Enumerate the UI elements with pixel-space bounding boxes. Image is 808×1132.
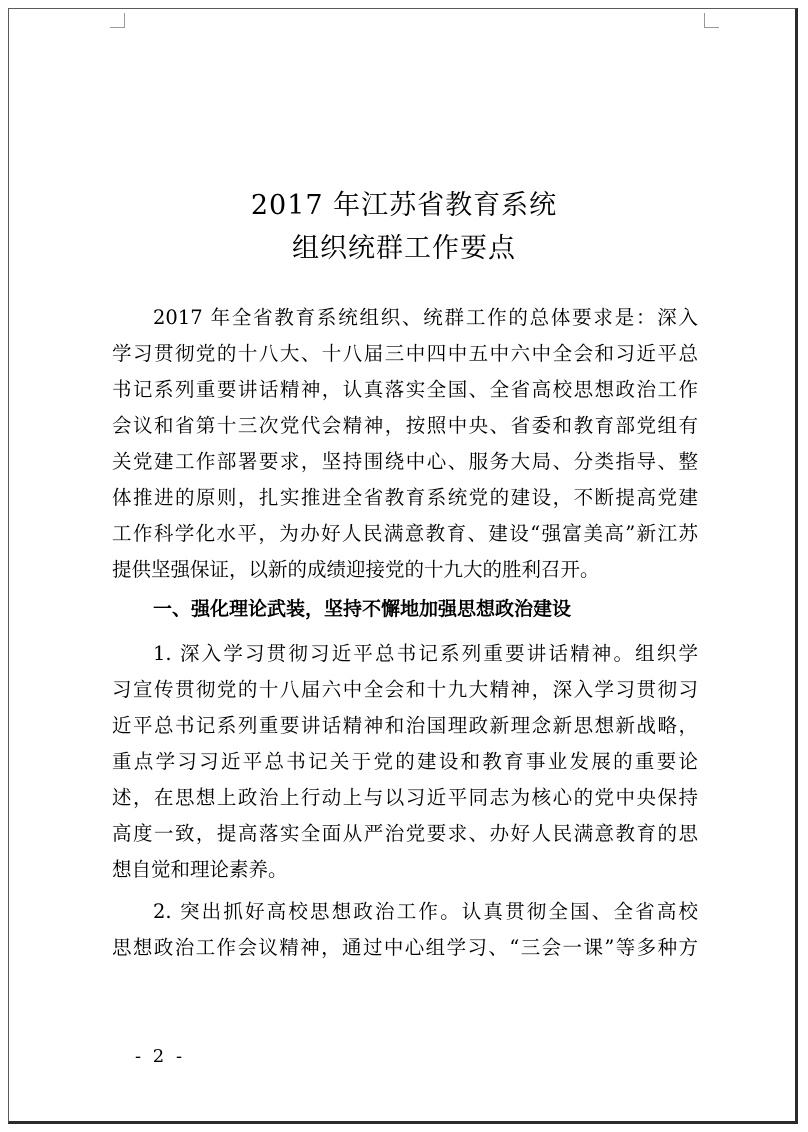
intro-line: 体推进的原则，扎实推进全省教育系统党的建设，不断提高党建 <box>112 486 698 509</box>
item1-line: 1. 深入学习贯彻习近平总书记系列重要讲话精神。组织学 <box>153 642 698 665</box>
intro-line: 提供坚强保证，以新的成绩迎接党的十九大的胜利召开。 <box>112 558 600 581</box>
document-title-line1: 2017 年江苏省教育系统 <box>250 190 558 221</box>
item1-line: 述，在思想上政治上行动上与以习近平同志为核心的党中央保持 <box>112 786 698 809</box>
intro-line: 工作科学化水平，为办好人民满意教育、建设“强富美高”新江苏 <box>112 522 698 545</box>
item1-line: 习宣传贯彻党的十八届六中全会和十九大精神，深入学习贯彻习 <box>112 678 698 701</box>
item2-line: 2. 突出抓好高校思想政治工作。认真贯彻全国、全省高校 <box>153 900 698 923</box>
intro-line: 学习贯彻党的十八大、十八届三中四中五中六中全会和习近平总 <box>112 342 698 365</box>
intro-line: 书记系列重要讲话精神，认真落实全国、全省高校思想政治工作 <box>112 378 698 401</box>
intro-line: 关党建工作部署要求，坚持围绕中心、服务大局、分类指导、整 <box>112 450 698 473</box>
document-title-line2: 组织统群工作要点 <box>292 233 516 264</box>
intro-line: 2017 年全省教育系统组织、统群工作的总体要求是：深入 <box>153 306 698 329</box>
crop-mark-top-left <box>110 13 125 28</box>
item1-line: 想自觉和理论素养。 <box>112 858 288 881</box>
item1-line: 高度一致，提高落实全面从严治党要求、办好人民满意教育的思 <box>112 822 698 845</box>
intro-line: 会议和省第十三次党代会精神，按照中央、省委和教育部党组有 <box>112 414 698 437</box>
item1-line: 近平总书记系列重要讲话精神和治国理政新理念新思想新战略， <box>112 714 698 737</box>
item2-line: 思想政治工作会议精神，通过中心组学习、“三会一课”等多种方 <box>112 936 698 959</box>
section-heading: 一、强化理论武装，坚持不懈地加强思想政治建设 <box>153 598 572 620</box>
page-number: - 2 - <box>135 1046 186 1067</box>
crop-mark-top-right <box>704 13 719 28</box>
item1-line: 重点学习习近平总书记关于党的建设和教育事业发展的重要论 <box>112 750 698 773</box>
